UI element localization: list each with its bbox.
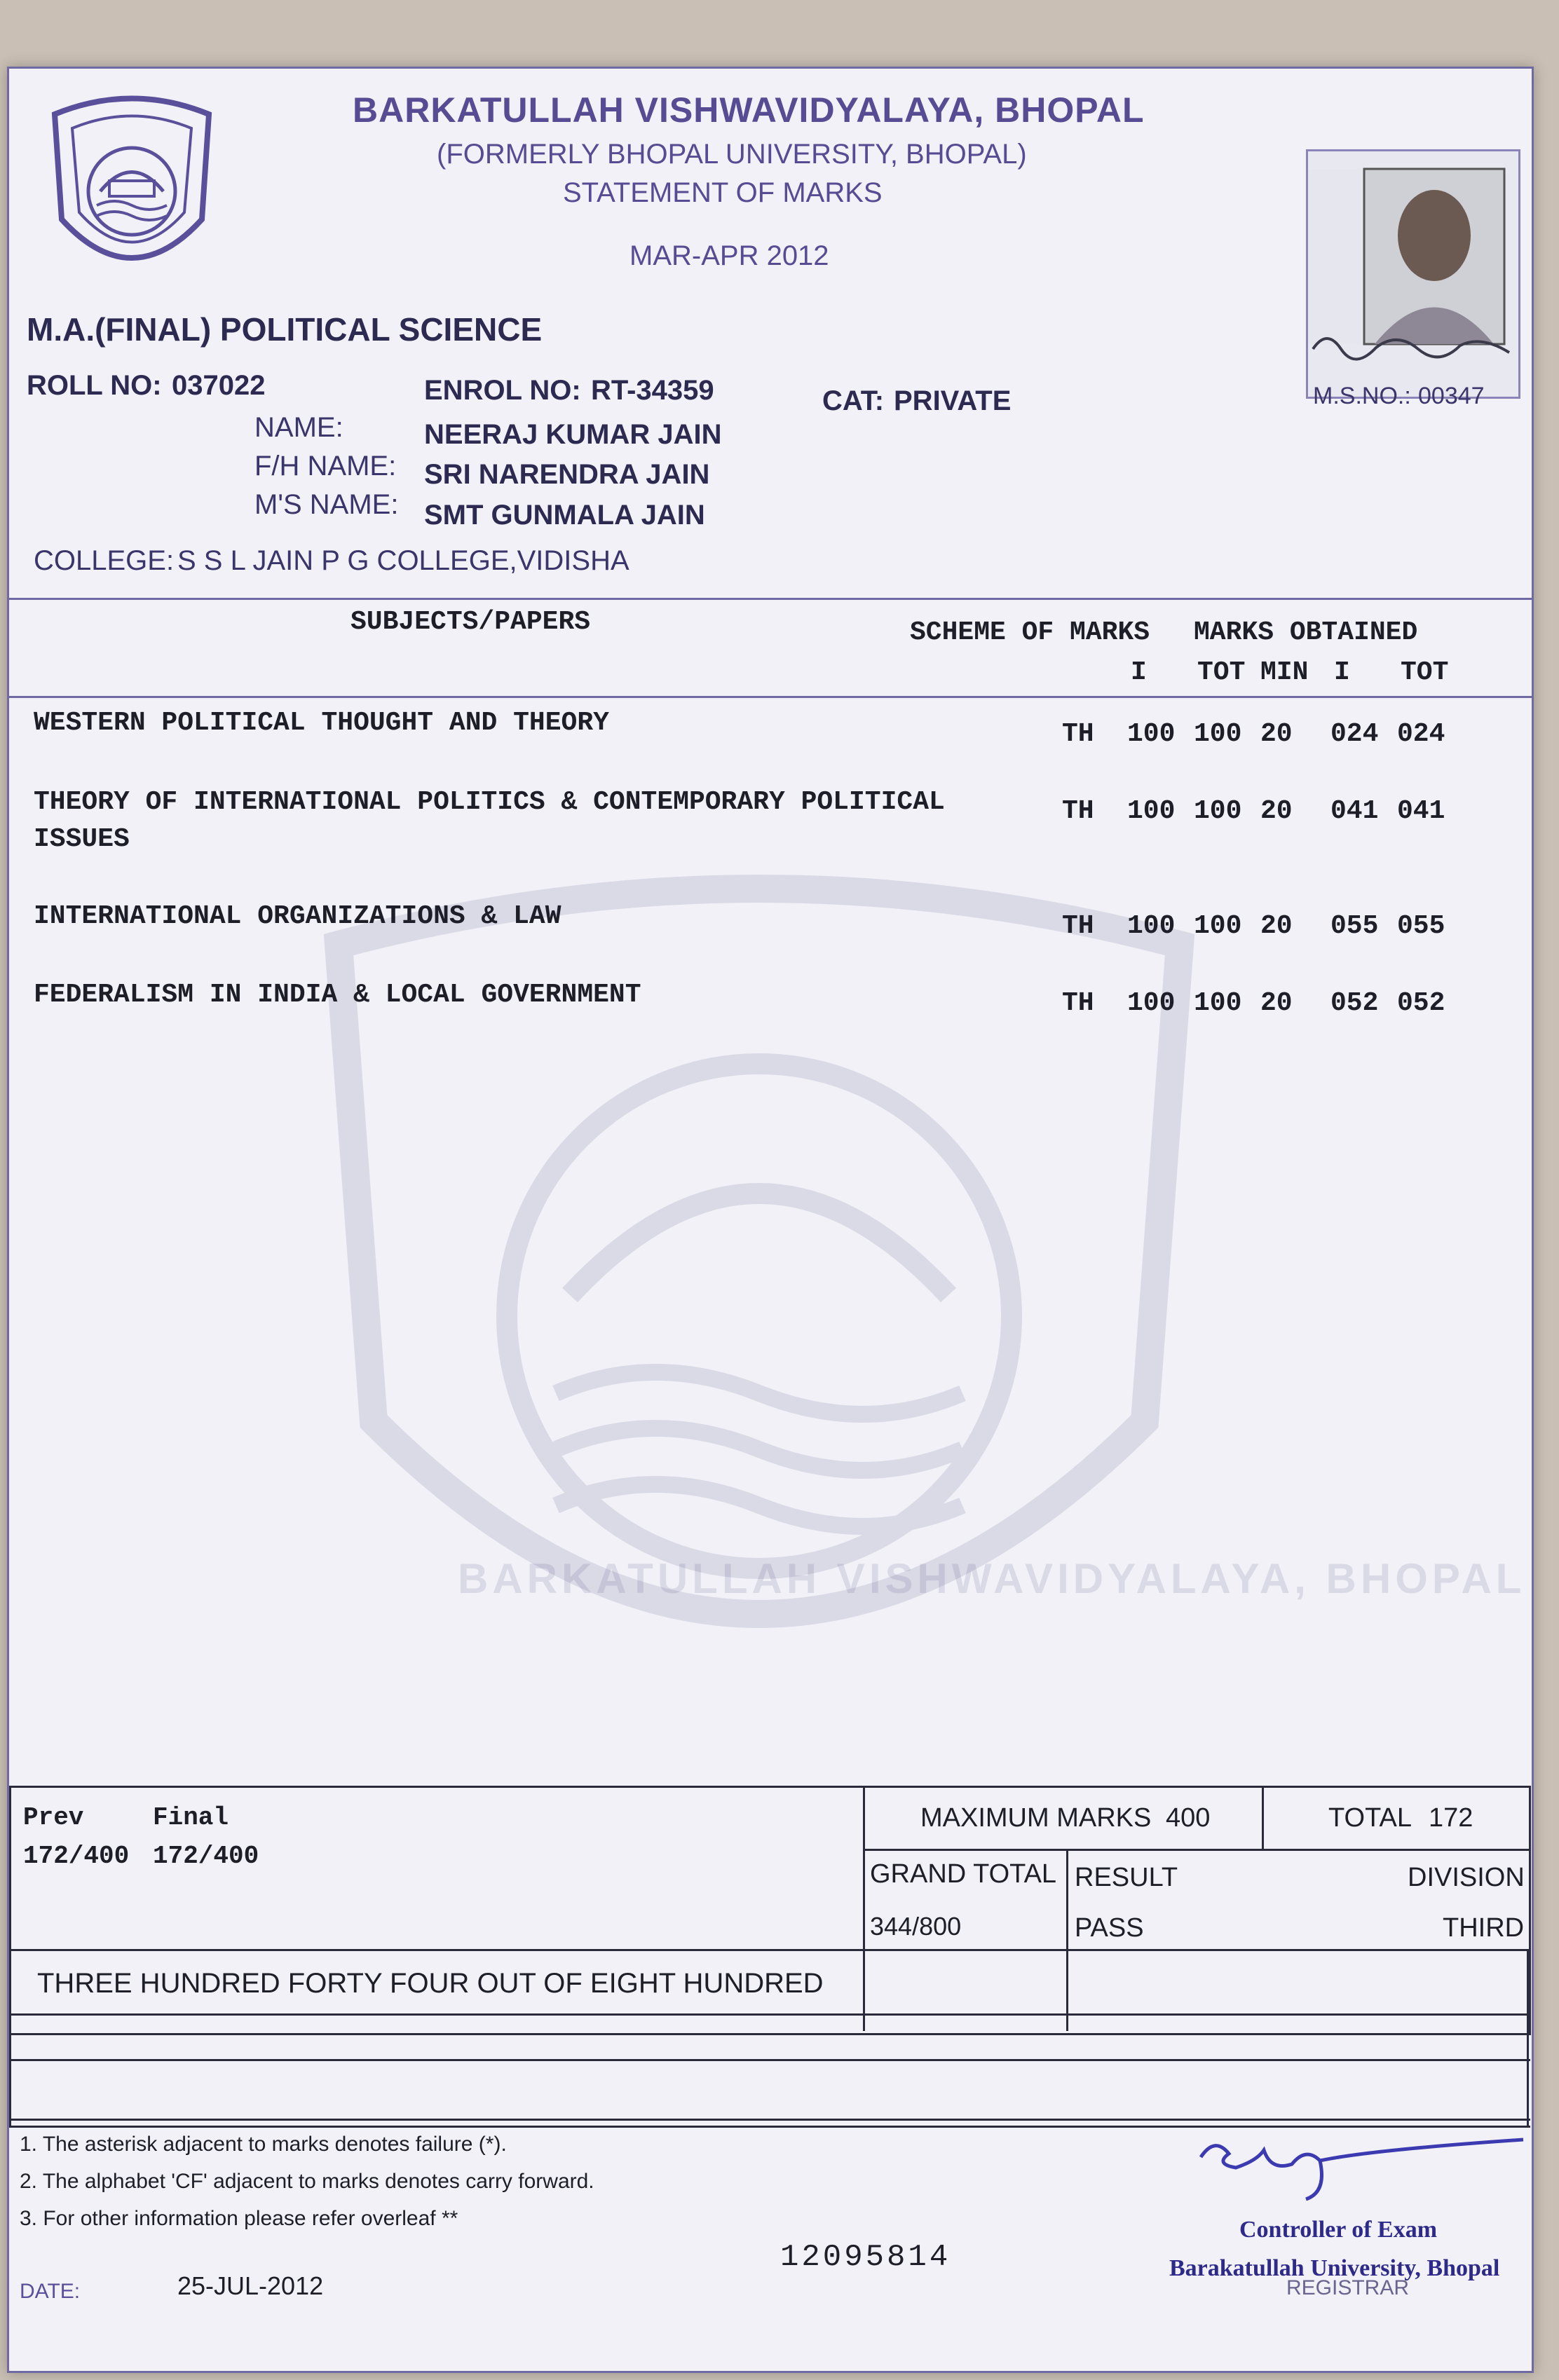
max-marks-label: MAXIMUM MARKS [920,1803,1152,1833]
controller-org: Barakatullah University, Bhopal [1169,2255,1500,2281]
result-value: PASS [1075,1913,1144,1943]
ms-number: 00347 [1418,383,1485,409]
max-marks-tot: 100 [1194,719,1242,749]
total-value: 172 [1429,1803,1473,1833]
student-name: NEERAJ KUMAR JAIN [424,419,722,450]
father-name: SRI NARENDRA JAIN [424,459,710,490]
university-formerly: (FORMERLY BHOPAL UNIVERSITY, BHOPAL) [437,139,1027,170]
col-max-i: I [1131,657,1147,688]
roll-number: 037022 [172,370,266,401]
obtained-i: 055 [1330,911,1379,941]
note-3: 3. For other information please refer overleaf ** [20,2207,458,2230]
college-label: COLLEGE: [34,545,175,576]
box-left-edge [9,1949,11,2128]
mother-name: SMT GUNMALA JAIN [424,500,705,531]
max-marks-value: 400 [1166,1803,1211,1833]
document-title: STATEMENT OF MARKS [563,177,883,208]
max-marks-tot: 100 [1194,796,1242,826]
blank-line-1 [9,2059,1530,2061]
exam-session: MAR-APR 2012 [629,240,829,271]
prev-label: Prev [23,1803,84,1832]
obtained-tot: 052 [1397,988,1445,1018]
name-label: NAME: [254,412,343,443]
blank-line-2 [9,2119,1530,2121]
college-name: S S L JAIN P G COLLEGE,VIDISHA [177,545,629,576]
total-label: TOTAL [1328,1803,1412,1833]
subject-name: INTERNATIONAL ORGANIZATIONS & LAW [34,901,561,931]
grand-total-divider [1066,1849,1068,2031]
controller-title: Controller of Exam [1239,2217,1438,2243]
final-marks: 172/400 [153,1842,259,1871]
subject-name-continued: ISSUES [34,824,130,854]
student-signature [1306,321,1516,370]
final-label: Final [153,1803,229,1832]
min-marks: 20 [1260,796,1293,826]
max-marks-i: 100 [1127,796,1176,826]
col-min: MIN [1260,657,1309,688]
words-underline [9,2013,1530,2016]
father-name-label: F/H NAME: [254,451,397,481]
obtained-tot: 024 [1397,719,1445,749]
max-marks-tot: 100 [1194,988,1242,1018]
max-marks-tot: 100 [1194,911,1242,941]
marksheet [7,67,1534,2373]
paper-type: TH [1062,911,1094,941]
obtained-i: 024 [1330,719,1379,749]
col-obt-i: I [1334,657,1350,688]
university-seal-icon [41,86,223,296]
paper-type: TH [1062,796,1094,826]
col-max-tot: TOT [1197,657,1246,688]
registrar-label: REGISTRAR [1286,2276,1410,2299]
category-value: PRIVATE [894,385,1012,416]
obtained-i: 052 [1330,988,1379,1018]
summary-baseline [9,1949,1530,1951]
issue-date: 25-JUL-2012 [177,2271,324,2300]
prev-marks: 172/400 [23,1842,130,1871]
summary-divider [863,1786,865,2031]
serial-number: 12095814 [780,2240,951,2275]
subjects-header: SUBJECTS/PAPERS [350,607,591,637]
watermark-text: BARKATULLAH VISHWAVIDYALAYA, BHOPAL [458,1555,1526,1602]
division-value: THIRD [1443,1913,1525,1943]
division-label: DIVISION [1408,1863,1525,1892]
max-marks-i: 100 [1127,911,1176,941]
box-right-edge [1527,1949,1529,2128]
roll-label: ROLL NO: [27,370,162,401]
obtained-tot: 055 [1397,911,1445,941]
header-divider [9,598,1532,600]
subject-name: WESTERN POLITICAL THOUGHT AND THEORY [34,708,609,738]
controller-signature [1187,2122,1530,2213]
min-marks: 20 [1260,988,1293,1018]
subject-name: FEDERALISM IN INDIA & LOCAL GOVERNMENT [34,980,641,1010]
enrol-label: ENROL NO: [424,375,581,406]
obtained-header: MARKS OBTAINED [1194,617,1418,648]
note-2: 2. The alphabet 'CF' adjacent to marks denotes carry forward. [20,2170,594,2193]
total-divider [1262,1786,1264,1849]
max-marks-i: 100 [1127,988,1176,1018]
subject-name: THEORY OF INTERNATIONAL POLITICS & CONTEMPORARY POLITICAL [34,787,945,817]
min-marks: 20 [1260,911,1293,941]
enrol-number: RT-34359 [591,375,714,406]
note-1: 1. The asterisk adjacent to marks denotes failure (*). [20,2133,507,2156]
ms-number-label: M.S.NO.: [1313,383,1411,409]
category-label: CAT: [822,385,885,416]
min-marks: 20 [1260,719,1293,749]
course-title: M.A.(FINAL) POLITICAL SCIENCE [27,311,543,348]
grand-total-label: GRAND TOTAL [870,1859,1057,1889]
summary-midline [863,1849,1529,1851]
table-header-divider [9,696,1532,698]
grand-total-in-words: THREE HUNDRED FORTY FOUR OUT OF EIGHT HUNDRED [37,1968,824,1999]
grand-total-value: 344/800 [870,1912,962,1941]
max-marks-i: 100 [1127,719,1176,749]
result-label: RESULT [1075,1863,1178,1892]
obtained-tot: 041 [1397,796,1445,826]
obtained-i: 041 [1330,796,1379,826]
col-obt-tot: TOT [1401,657,1449,688]
paper-type: TH [1062,988,1094,1018]
paper-type: TH [1062,719,1094,749]
university-name: BARKATULLAH VISHWAVIDYALAYA, BHOPAL [353,90,1145,130]
scheme-header: SCHEME OF MARKS [910,617,1150,648]
mother-name-label: M'S NAME: [254,489,399,520]
date-label: DATE: [20,2280,81,2303]
